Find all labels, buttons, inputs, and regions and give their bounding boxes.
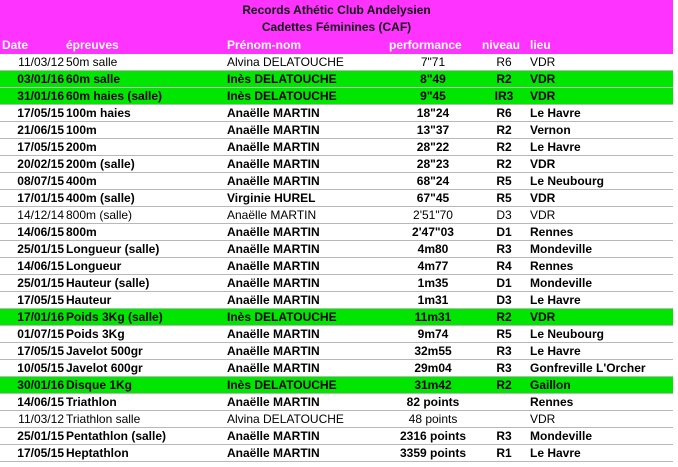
cell-place: VDR	[530, 208, 556, 222]
cell-level: D3	[496, 208, 512, 222]
cell-event: 60m salle	[66, 72, 121, 86]
cell-place: VDR	[530, 157, 556, 171]
cell-place: VDR	[530, 89, 556, 103]
cell-performance: 2'47"03	[412, 225, 454, 239]
cell-date: 14/06/15	[17, 259, 64, 273]
cell-performance: 7"71	[420, 55, 446, 69]
cell-performance: 9"45	[420, 89, 446, 103]
cell-level: R5	[496, 327, 512, 341]
cell-event: 200m (salle)	[66, 157, 135, 171]
cell-place: Gonfreville L'Orcher	[530, 361, 646, 375]
cell-place: VDR	[530, 72, 556, 86]
cell-place: Le Havre	[530, 106, 581, 120]
cell-place: Mondeville	[530, 242, 593, 256]
cell-place: Le Havre	[530, 344, 581, 358]
cell-performance: 48 points	[408, 412, 458, 426]
cell-name: Inès DELATOUCHE	[227, 310, 337, 324]
cell-date: 14/12/14	[17, 208, 64, 222]
cell-place: VDR	[530, 310, 556, 324]
cell-place: Vernon	[530, 123, 571, 137]
cell-date: 21/06/15	[17, 123, 64, 137]
cell-date: 25/01/15	[17, 242, 64, 256]
cell-date: 01/07/15	[17, 327, 64, 341]
cell-date: 03/01/16	[17, 72, 64, 86]
table-row	[0, 258, 673, 275]
cell-name: Inès DELATOUCHE	[227, 72, 337, 86]
table-row	[0, 207, 673, 224]
table-row	[0, 428, 673, 445]
cell-event: 100m haies	[66, 106, 131, 120]
cell-level: R6	[496, 106, 512, 120]
cell-event: Javelot 500gr	[66, 344, 143, 358]
cell-name: Anaëlle MARTIN	[227, 276, 320, 290]
cell-level: D1	[496, 276, 512, 290]
cell-date: 17/05/15	[17, 344, 64, 358]
cell-date: 17/01/15	[17, 191, 64, 205]
cell-performance: 32m55	[414, 344, 452, 358]
cell-date: 31/01/16	[17, 89, 64, 103]
cell-level: R1	[496, 446, 512, 460]
cell-level: R3	[496, 242, 512, 256]
cell-name: Inès DELATOUCHE	[227, 89, 337, 103]
cell-name: Alvina DELATOUCHE	[227, 412, 344, 426]
cell-event: 50m salle	[66, 55, 118, 69]
table-row	[0, 292, 673, 309]
cell-level	[482, 394, 526, 411]
cell-name: Inès DELATOUCHE	[227, 378, 337, 392]
table-row	[0, 343, 673, 360]
cell-name: Anaëlle MARTIN	[227, 259, 320, 273]
cell-event: Pentathlon (salle)	[66, 429, 167, 443]
cell-date: 14/06/15	[17, 395, 64, 409]
cell-performance: 68"24	[416, 174, 450, 188]
cell-performance: 13"37	[416, 123, 450, 137]
cell-level: R2	[496, 72, 512, 86]
cell-performance: 8"49	[420, 72, 446, 86]
column-header-level: niveau	[482, 38, 521, 52]
cell-level: R3	[496, 361, 512, 375]
cell-date: 30/01/16	[17, 378, 64, 392]
column-header-name: Prénom-nom	[227, 38, 302, 52]
cell-place: Rennes	[530, 225, 574, 239]
cell-level: R5	[496, 174, 512, 188]
cell-place: Le Havre	[530, 293, 581, 307]
cell-date: 17/05/15	[17, 446, 64, 460]
table-row	[0, 377, 673, 394]
cell-performance: 2316 points	[399, 429, 467, 443]
cell-place: Mondeville	[530, 276, 593, 290]
cell-place: Rennes	[530, 259, 574, 273]
table-row	[0, 139, 673, 156]
cell-date: 11/03/12	[18, 412, 64, 426]
cell-performance: 9m74	[417, 327, 449, 341]
cell-level: R3	[496, 344, 512, 358]
cell-event: 100m	[66, 123, 97, 137]
cell-date: 25/01/15	[17, 429, 64, 443]
table-row	[0, 241, 673, 258]
cell-performance: 31m42	[414, 378, 452, 392]
cell-performance: 67"45	[416, 191, 450, 205]
cell-level	[482, 411, 526, 428]
table-row	[0, 309, 673, 326]
table-row	[0, 190, 673, 207]
cell-event: Javelot 600gr	[66, 361, 143, 375]
cell-date: 17/05/15	[17, 140, 64, 154]
cell-performance: 3359 points	[399, 446, 467, 460]
cell-place: Le Neubourg	[530, 327, 604, 341]
cell-name: Anaëlle MARTIN	[227, 429, 320, 443]
cell-place: Rennes	[530, 395, 574, 409]
cell-name: Anaëlle MARTIN	[227, 174, 320, 188]
cell-date: 20/02/15	[17, 157, 64, 171]
table-row	[0, 275, 673, 292]
cell-name: Anaëlle MARTIN	[227, 327, 320, 341]
cell-name: Anaëlle MARTIN	[227, 140, 320, 154]
cell-performance: 2'51"70	[413, 208, 453, 222]
cell-performance: 18"24	[416, 106, 450, 120]
cell-place: Le Havre	[530, 446, 581, 460]
column-header-place: lieu	[530, 38, 551, 52]
cell-performance: 4m80	[417, 242, 449, 256]
cell-name: Virginie HUREL	[227, 191, 316, 205]
cell-event: Disque 1Kg	[66, 378, 133, 392]
table-row	[0, 411, 673, 428]
cell-event: Longueur	[66, 259, 122, 273]
cell-event: Poids 3Kg	[66, 327, 125, 341]
cell-event: 400m	[66, 174, 97, 188]
cell-event: Longueur (salle)	[66, 242, 160, 256]
cell-place: VDR	[530, 191, 556, 205]
page-title: Records Athétic Club Andelysien	[242, 3, 431, 17]
cell-event: Hauteur (salle)	[66, 276, 150, 290]
cell-level: R2	[496, 157, 512, 171]
cell-place: Le Neubourg	[530, 174, 604, 188]
cell-event: 800m	[66, 225, 97, 239]
table-row	[0, 326, 673, 343]
table-row	[0, 173, 673, 190]
cell-level: R5	[496, 191, 512, 205]
cell-name: Anaëlle MARTIN	[227, 242, 320, 256]
cell-name: Anaëlle MARTIN	[227, 361, 320, 375]
cell-date: 17/05/15	[17, 106, 64, 120]
cell-date: 14/06/15	[17, 225, 64, 239]
table-header	[0, 0, 673, 54]
cell-date: 17/05/15	[17, 293, 64, 307]
cell-event: Triathlon salle	[66, 412, 141, 426]
cell-name: Anaëlle MARTIN	[227, 225, 320, 239]
cell-level: R2	[496, 140, 512, 154]
cell-level: D3	[496, 293, 512, 307]
cell-place: Gaillon	[530, 378, 571, 392]
cell-level: R2	[496, 310, 512, 324]
cell-event: Poids 3Kg (salle)	[66, 310, 163, 324]
cell-event: 60m haies (salle)	[66, 89, 163, 103]
cell-performance: 4m77	[417, 259, 449, 273]
page-subtitle: Cadettes Féminines (CAF)	[261, 20, 412, 34]
cell-performance: 1m35	[417, 276, 449, 290]
cell-date: 10/05/15	[17, 361, 64, 375]
records-table	[0, 54, 673, 462]
cell-level: R3	[496, 429, 512, 443]
cell-place: VDR	[530, 412, 556, 426]
cell-name: Anaëlle MARTIN	[227, 446, 320, 460]
cell-date: 11/03/12	[18, 55, 64, 69]
cell-event: 200m	[66, 140, 97, 154]
cell-name: Anaëlle MARTIN	[227, 395, 320, 409]
cell-name: Anaëlle MARTIN	[227, 123, 320, 137]
table-row	[0, 54, 673, 71]
table-row	[0, 156, 673, 173]
cell-performance: 82 points	[406, 395, 460, 409]
cell-level: R6	[496, 55, 512, 69]
cell-place: Le Havre	[530, 140, 581, 154]
cell-name: Anaëlle MARTIN	[227, 157, 320, 171]
cell-date: 08/07/15	[17, 174, 64, 188]
cell-name: Alvina DELATOUCHE	[227, 55, 344, 69]
cell-date: 17/01/16	[17, 310, 64, 324]
cell-name: Anaëlle MARTIN	[227, 208, 317, 222]
table-row	[0, 445, 673, 462]
table-row	[0, 105, 673, 122]
column-header-date: Date	[2, 38, 29, 52]
cell-place: Mondeville	[530, 429, 593, 443]
cell-performance: 29m04	[414, 361, 452, 375]
cell-level: IR3	[494, 89, 514, 103]
cell-event: Triathlon	[66, 395, 117, 409]
cell-performance: 11m31	[414, 310, 452, 324]
cell-level: R4	[496, 259, 512, 273]
cell-level: R2	[496, 378, 512, 392]
table-row	[0, 360, 673, 377]
column-header-performance: performance	[389, 38, 462, 52]
cell-name: Anaëlle MARTIN	[227, 344, 320, 358]
cell-event: Heptathlon	[66, 446, 129, 460]
table-row	[0, 394, 673, 411]
column-header-event: épreuves	[66, 38, 119, 52]
cell-performance: 1m31	[417, 293, 449, 307]
cell-name: Anaëlle MARTIN	[227, 106, 320, 120]
table-row	[0, 71, 673, 88]
table-row	[0, 122, 673, 139]
cell-place: VDR	[530, 55, 556, 69]
cell-level: D1	[496, 225, 512, 239]
table-row	[0, 224, 673, 241]
cell-event: 800m (salle)	[66, 208, 133, 222]
cell-performance: 28"23	[416, 157, 450, 171]
cell-date: 25/01/15	[17, 276, 64, 290]
cell-level: R2	[496, 123, 512, 137]
cell-name: Anaëlle MARTIN	[227, 293, 320, 307]
cell-event: 400m (salle)	[66, 191, 135, 205]
cell-event: Hauteur	[66, 293, 112, 307]
cell-performance: 28"22	[416, 140, 450, 154]
table-row	[0, 88, 673, 105]
